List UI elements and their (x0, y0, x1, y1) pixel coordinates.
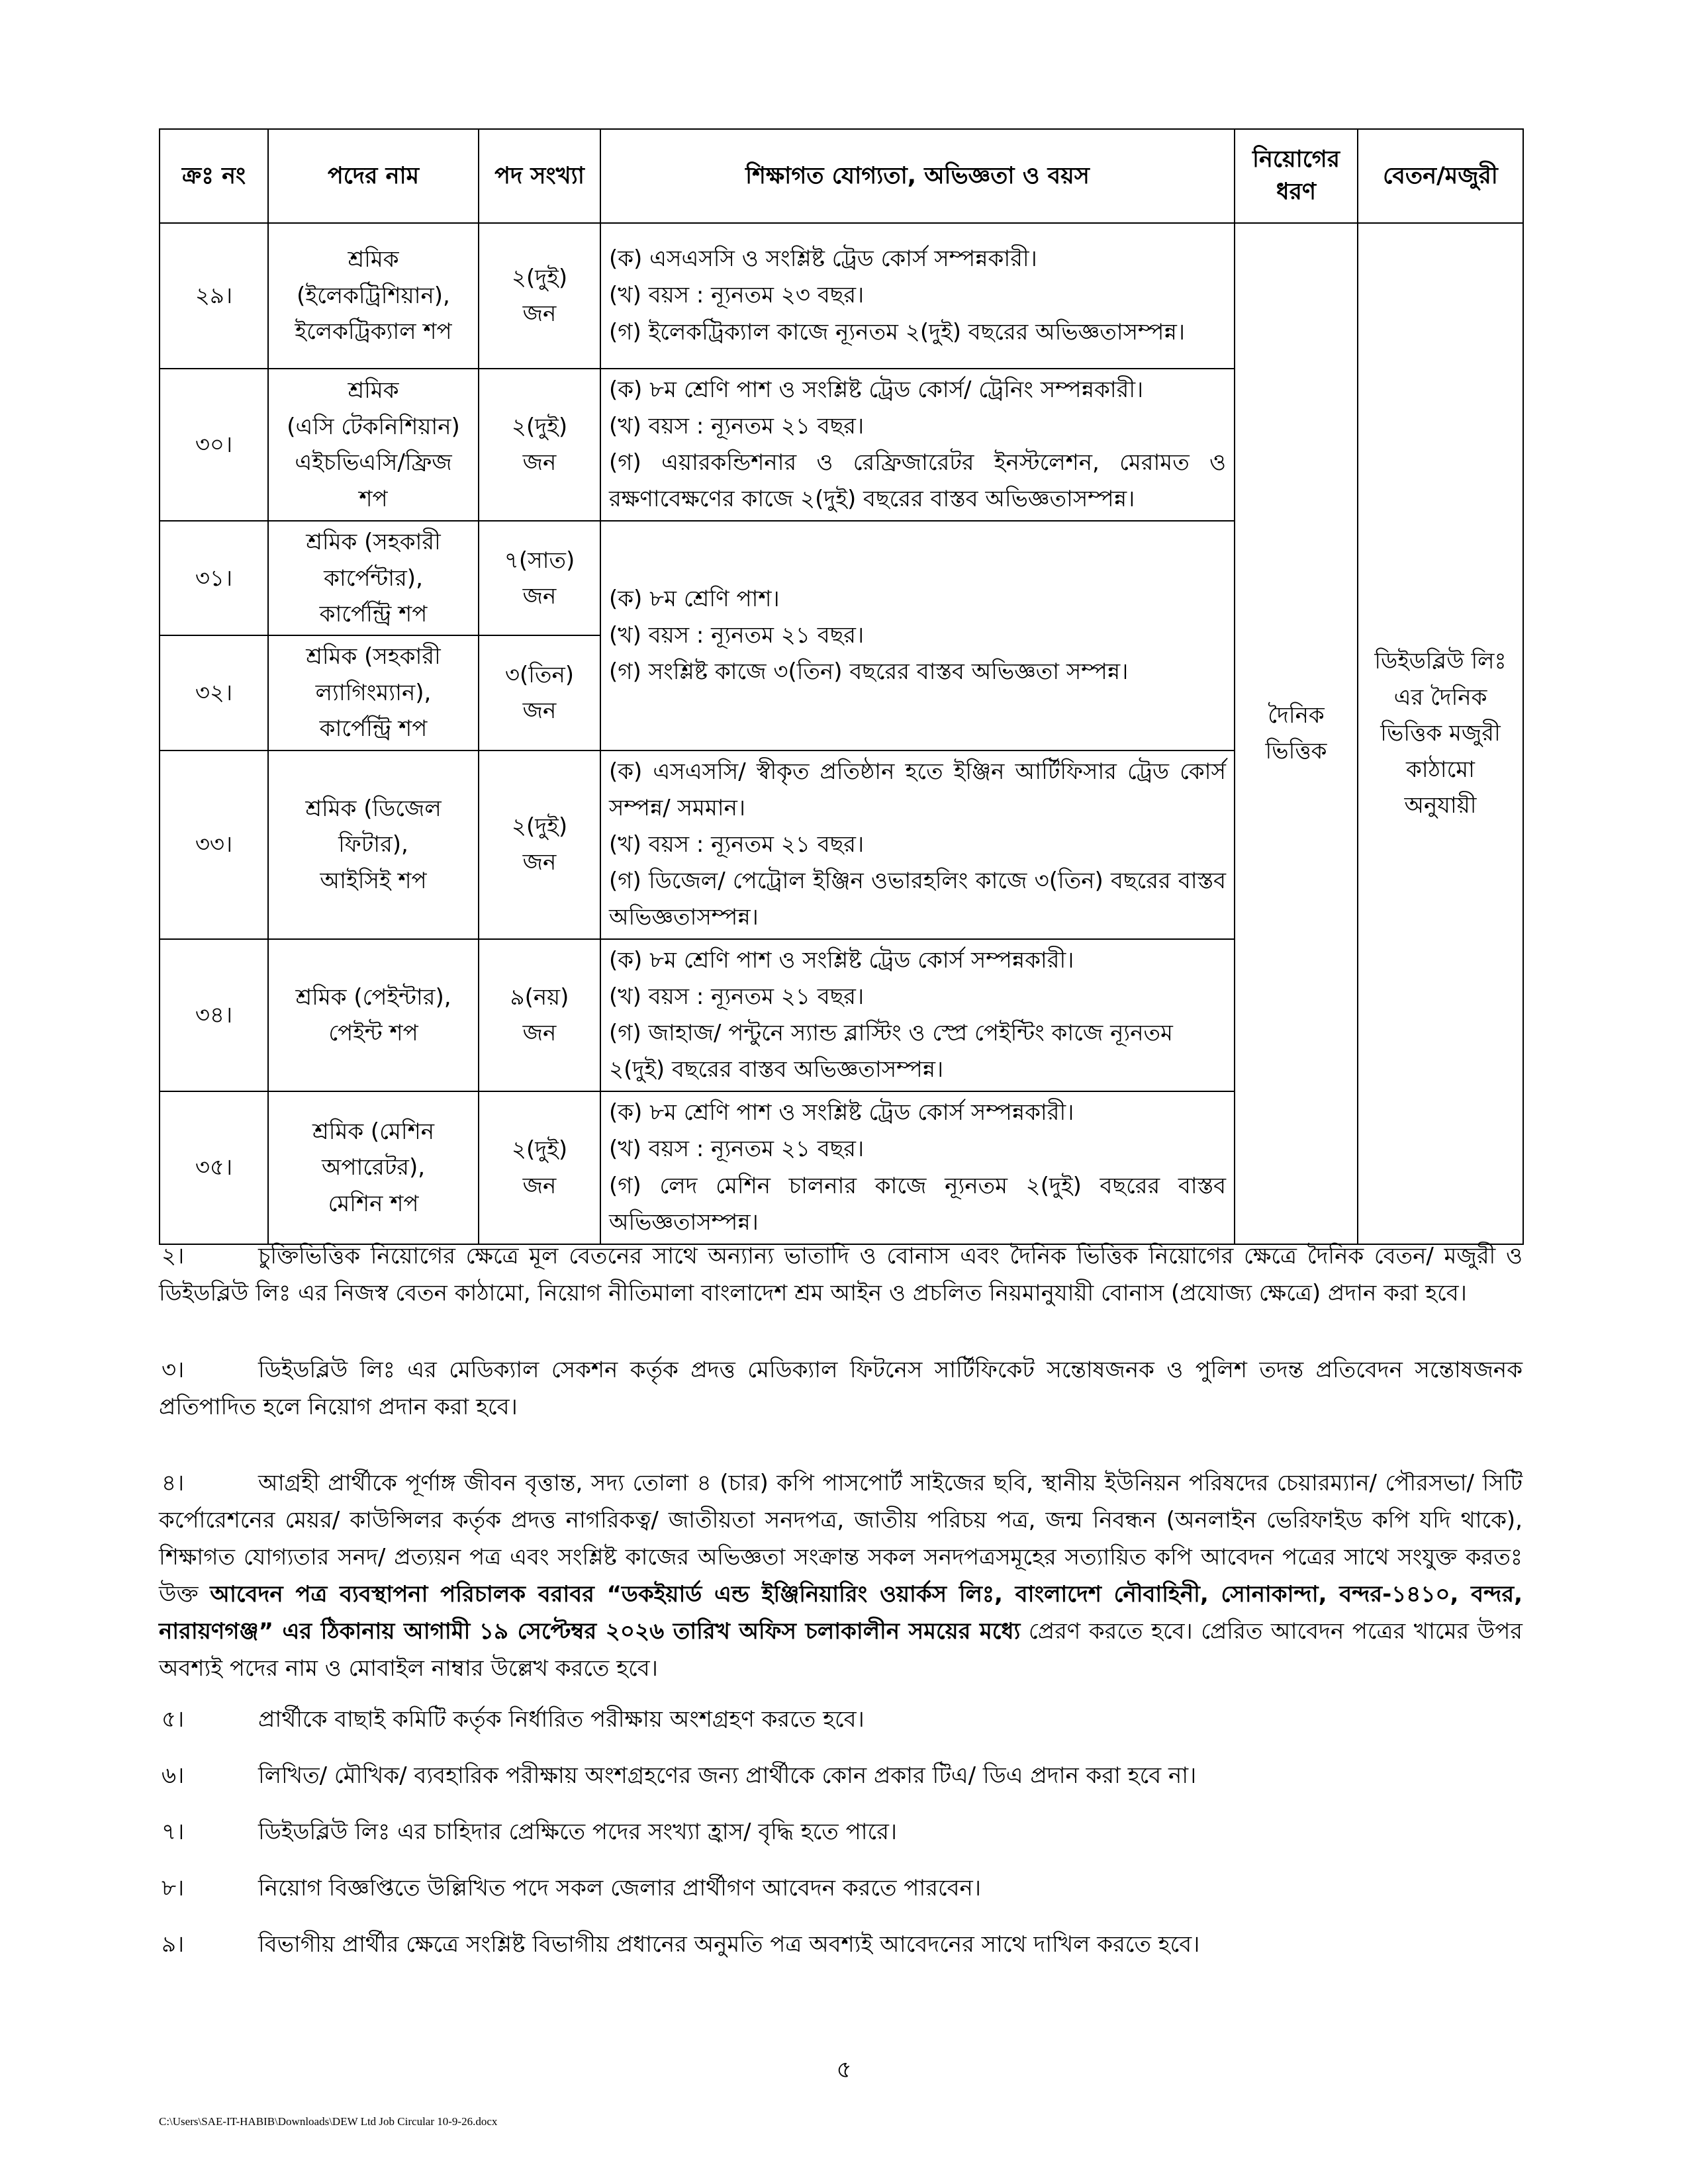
note-number: ৩। (162, 1357, 185, 1383)
note-item (159, 1757, 1523, 1794)
table-header-row (160, 129, 1523, 223)
post-count-cell: ৩(তিন) জন (479, 635, 600, 750)
note-text: প্রেরণ করতে হবে। প্রেরিত আবেদন পত্রের খামের উপর অবশ্যই পদের নাম ও মোবাইল নাম্বার উল্লেখ করতে হবে। (159, 1618, 1523, 1682)
qualification-cell: (ক) এসএসসি ও সংশ্লিষ্ট ট্রেড কোর্স সম্পন্নকারী। (খ) বয়স : ন্যূনতম ২৩ বছর। (গ) ইলেকট্রিক্যাল কাজে ন্যূনতম ২(দুই) বছরের অভিজ্ঞতাসম্পন্ন। (600, 223, 1235, 369)
post-name-cell: শ্রমিক (মেশিন অপারেটর), মেশিন শপ (268, 1091, 479, 1244)
post-name-cell: শ্রমিক (সহকারী কার্পেন্টার), কার্পেন্ট্রি শপ (268, 521, 479, 635)
post-count-cell: ৭(সাত) জন (479, 521, 600, 635)
note-number: ৮। (162, 1875, 185, 1901)
note-number: ৭। (162, 1819, 185, 1845)
serial-cell: ৩১। (160, 521, 268, 635)
serial-cell: ৩০। (160, 369, 268, 521)
note-item (159, 1926, 1523, 1963)
note-text: নিয়োগ বিজ্ঞপ্তিতে উল্লিখিত পদে সকল জেলার প্রার্থীগণ আবেদন করতে পারবেন। (258, 1875, 981, 1901)
page-number: ৫ (836, 2056, 852, 2083)
appointment-type-cell: দৈনিক ভিত্তিক (1235, 223, 1358, 1244)
qualification-cell: (ক) ৮ম শ্রেণি পাশ ও সংশ্লিষ্ট ট্রেড কোর্স/ ট্রেনিং সম্পন্নকারী। (খ) বয়স : ন্যূনতম ২১ বছর। (গ) এয়ারকন্ডিশনার ও রেফ্রিজারেটর ইনস্টলেশন, মেরামত ও রক্ষণাবেক্ষণের কাজে ২(দুই) বছরের বাস্তব অভিজ্ঞতাসম্পন্ন। (600, 369, 1235, 521)
note-item (159, 1238, 1523, 1312)
post-name-cell: শ্রমিক (পেইন্টার), পেইন্ট শপ (268, 939, 479, 1091)
note-item (159, 1465, 1523, 1688)
file-path-footer: C:\Users\SAE-IT-HABIB\Downloads\DEW Ltd Job Circular 10-9-26.docx (159, 2115, 498, 2128)
qualification-cell: (ক) এসএসসি/ স্বীকৃত প্রতিষ্ঠান হতে ইঞ্জিন আর্টিফিসার ট্রেড কোর্স সম্পন্ন/ সমমান। (খ) বয়স : ন্যূনতম ২১ বছর। (গ) ডিজেল/ পেট্রোল ইঞ্জিন ওভারহলিং কাজে ৩(তিন) বছরের বাস্তব অভিজ্ঞতাসম্পন্ন। (600, 751, 1235, 939)
note-text: বিভাগীয় প্রার্থীর ক্ষেত্রে সংশ্লিষ্ট বিভাগীয় প্রধানের অনুমতি পত্র অবশ্যই আবেদনের সাথে দাখিল করতে হবে। (258, 1931, 1200, 1958)
post-count-cell: ২(দুই) জন (479, 369, 600, 521)
serial-cell: ৩২। (160, 635, 268, 750)
note-item (159, 1870, 1523, 1907)
table-row (160, 223, 1523, 369)
post-name-cell: শ্রমিক (ডিজেল ফিটার), আইসিই শপ (268, 751, 479, 939)
salary-cell: ডিইডব্লিউ লিঃ এর দৈনিক ভিত্তিক মজুরী কাঠামো অনুযায়ী (1358, 223, 1523, 1244)
serial-cell: ৩৩। (160, 751, 268, 939)
post-count-cell: ২(দুই) জন (479, 751, 600, 939)
note-item (159, 1701, 1523, 1738)
note-text: প্রার্থীকে বাছাই কমিটি কর্তৃক নির্ধারিত পরীক্ষায় অংশগ্রহণ করতে হবে। (258, 1706, 865, 1733)
note-text: চুক্তিভিত্তিক নিয়োগের ক্ষেত্রে মূল বেতনের সাথে অন্যান্য ভাতাদি ও বোনাস এবং দৈনিক ভিত্তিক নিয়োগের ক্ষেত্রে দৈনিক বেতন/ মজুরী ও ডিইডব্লিউ লিঃ এর নিজস্ব বেতন কাঠামো, নিয়োগ নীতিমালা বাংলাদেশ শ্রম আইন ও প্রচলিত নিয়মানুযায়ী বোনাস (প্রযোজ্য ক্ষেত্রে) প্রদান করা হবে। (159, 1243, 1523, 1307)
serial-cell: ২৯। (160, 223, 268, 369)
note-number: ৯। (162, 1931, 185, 1958)
header-serial: ক্রঃ নং (160, 129, 268, 223)
note-text: আগ্রহী প্রার্থীকে পূর্ণাঙ্গ জীবন বৃত্তান্ত, সদ্য তোলা ৪ (চার) কপি পাসপোর্ট সাইজের ছবি, স্থানীয় ইউনিয়ন পরিষদের চেয়ারম্যান/ পৌরসভা/ সিটি কর্পোরেশনের মেয়র/ কাউন্সিলর কর্তৃক প্রদত্ত নাগরিকত্ব/ জাতীয়তা সনদপত্র, জাতীয় পরিচয় পত্র, জন্ম নিবন্ধন (অনলাইন ভেরিফাইড কপি যদি থাকে), শিক্ষাগত যোগ্যতার সনদ/ প্রত্যয়ন পত্র এবং সংশ্লিষ্ট কাজের অভিজ্ঞতা সংক্রান্ত সকল সনদপত্রসমূহের সত্যায়িত কপি আবেদন পত্রের সাথে সংযুক্ত করতঃ উক্ত (159, 1470, 1523, 1608)
job-table (159, 128, 1524, 1245)
header-post-count: পদ সংখ্যা (479, 129, 600, 223)
post-count-cell: ২(দুই) জন (479, 223, 600, 369)
post-name-cell: শ্রমিক (সহকারী ল্যাগিংম্যান), কার্পেন্ট্রি শপ (268, 635, 479, 750)
note-number: ২। (162, 1243, 185, 1269)
note-number: ৪। (162, 1470, 185, 1496)
serial-cell: ৩৫। (160, 1091, 268, 1244)
qualification-cell: (ক) ৮ম শ্রেণি পাশ ও সংশ্লিষ্ট ট্রেড কোর্স সম্পন্নকারী। (খ) বয়স : ন্যূনতম ২১ বছর। (গ) লেদ মেশিন চালনার কাজে ন্যূনতম ২(দুই) বছরের বাস্তব অভিজ্ঞতাসম্পন্ন। (600, 1091, 1235, 1244)
post-count-cell: ২(দুই) জন (479, 1091, 600, 1244)
note-number: ৬। (162, 1762, 185, 1789)
qualification-cell: (ক) ৮ম শ্রেণি পাশ ও সংশ্লিষ্ট ট্রেড কোর্স সম্পন্নকারী। (খ) বয়স : ন্যূনতম ২১ বছর। (গ) জাহাজ/ পন্টুনে স্যান্ড ব্লাস্টিং ও স্প্রে পেইন্টিং কাজে ন্যূনতম ২(দুই) বছরের বাস্তব অভিজ্ঞতাসম্পন্ন। (600, 939, 1235, 1091)
note-text-bold: আবেদন পত্র ব্যবস্থাপনা পরিচালক বরাবর “ডকইয়ার্ড এন্ড ইঞ্জিনিয়ারিং ওয়ার্কস লিঃ, বাংলাদেশ নৌবাহিনী, সোনাকান্দা, বন্দর-১৪১০, বন্দর, নারায়ণগঞ্জ” এর ঠিকানায় আগামী ১৯ সেপ্টেম্বর ২০২৬ তারিখ অফিস চলাকালীন সময়ের মধ্যে (159, 1581, 1523, 1645)
note-item (159, 1351, 1523, 1426)
header-appointment-type: নিয়োগের ধরণ (1235, 129, 1358, 223)
post-name-cell: শ্রমিক (এসি টেকনিশিয়ান) এইচভিএসি/ফ্রিজ শপ (268, 369, 479, 521)
qualification-cell-merged: (ক) ৮ম শ্রেণি পাশ। (খ) বয়স : ন্যূনতম ২১ বছর। (গ) সংশ্লিষ্ট কাজে ৩(তিন) বছরের বাস্তব অভিজ্ঞতা সম্পন্ন। (600, 521, 1235, 750)
serial-cell: ৩৪। (160, 939, 268, 1091)
note-text: ডিইডব্লিউ লিঃ এর মেডিক্যাল সেকশন কর্তৃক প্রদত্ত মেডিক্যাল ফিটনেস সার্টিফিকেট সন্তোষজনক ও পুলিশ তদন্ত প্রতিবেদন সন্তোষজনক প্রতিপাদিত হলে নিয়োগ প্রদান করা হবে। (159, 1357, 1523, 1421)
note-text: ডিইডব্লিউ লিঃ এর চাহিদার প্রেক্ষিতে পদের সংখ্যা হ্রাস/ বৃদ্ধি হতে পারে। (258, 1819, 898, 1845)
header-salary: বেতন/মজুরী (1358, 129, 1523, 223)
note-item (159, 1813, 1523, 1850)
post-count-cell: ৯(নয়) জন (479, 939, 600, 1091)
post-name-cell: শ্রমিক (ইলেকট্রিশিয়ান), ইলেকট্রিক্যাল শপ (268, 223, 479, 369)
header-post-name: পদের নাম (268, 129, 479, 223)
note-text: লিখিত/ মৌখিক/ ব্যবহারিক পরীক্ষায় অংশগ্রহণের জন্য প্রার্থীকে কোন প্রকার টিএ/ ডিএ প্রদান করা হবে না। (258, 1762, 1197, 1789)
note-number: ৫। (162, 1706, 185, 1733)
header-qualification: শিক্ষাগত যোগ্যতা, অভিজ্ঞতা ও বয়স (600, 129, 1235, 223)
